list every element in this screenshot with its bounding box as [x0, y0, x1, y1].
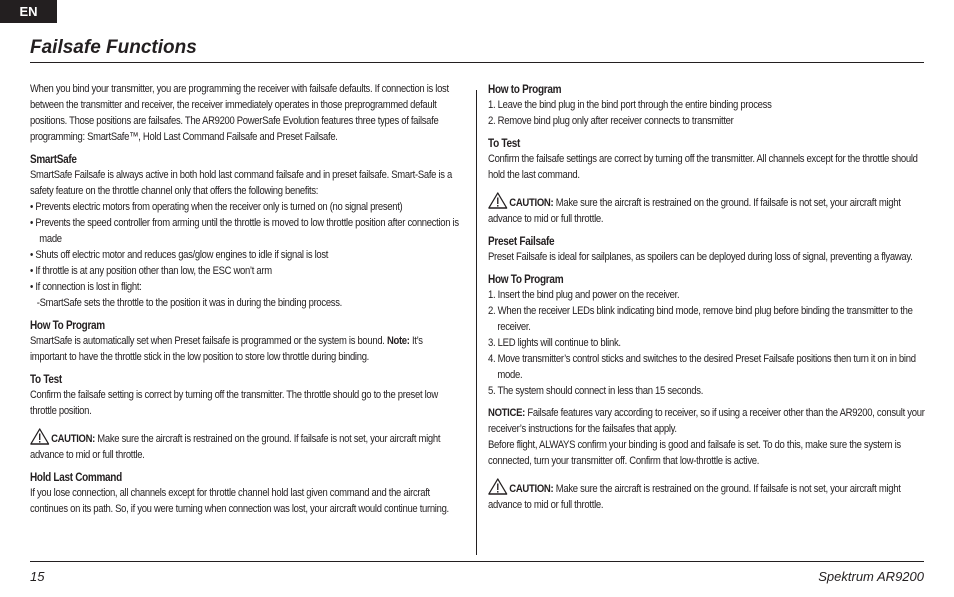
list-item: 2. When the receiver LEDs blink indicating bind mode, remove bind plug before binding the transmitter to the receiver. [488, 305, 913, 333]
how-to-program-text: SmartSafe is automatically set when Preset failsafe is programmed or the system is bound. [30, 335, 385, 347]
notice-followup: Before flight, ALWAYS confirm your binding is good and failsafe is set. To do this, make sure the system is connected, turn your transmitter off. Confirm that low-throttle is active. [488, 439, 901, 467]
list-item: • Prevents the speed controller from arming until the throttle is moved to low throttle position after connection is made [30, 215, 461, 247]
smartsafe-body: SmartSafe Failsafe is always active in both hold last command failsafe and in preset failsafe. Smart-Safe is a safety feature on the throttle channel only that offers the following benefits: [30, 169, 452, 197]
list-item: 3. LED lights will continue to blink. [488, 337, 621, 349]
hold-last-command-heading: Hold Last Command [30, 470, 122, 484]
left-column [30, 81, 461, 517]
to-test-heading: To Test [30, 372, 62, 386]
list-item: • If connection is lost in flight: [30, 279, 461, 295]
caution-text: Make sure the aircraft is restrained on the ground. If failsafe is not set, your aircraft might advance to mid or full throttle. [488, 483, 901, 511]
hold-last-command-body: If you lose connection, all channels except for throttle channel hold last given command and the aircraft continues on its path. So, if you were turning when connection was lost, your aircraft would continue turning. [30, 487, 449, 515]
footer-divider [30, 561, 924, 562]
notice-label: NOTICE: [488, 407, 526, 419]
caution-block [30, 428, 461, 463]
list-item: 2. Remove bind plug only after receiver connects to transmitter [488, 115, 734, 127]
language-tab: EN [0, 0, 57, 23]
note-label: Note: [386, 335, 410, 347]
how-to-program-heading: How To Program [488, 272, 564, 286]
how-to-program-body [30, 333, 461, 365]
caution-label: CAUTION: [509, 197, 554, 209]
product-name: Spektrum AR9200 [818, 569, 924, 584]
list-item: • If throttle is at any position other than low, the ESC won’t arm [30, 263, 461, 279]
page-number: 15 [30, 569, 45, 584]
list-sub-item: -SmartSafe sets the throttle to the position it was in during the binding process. [36, 297, 342, 309]
warning-triangle-icon [488, 478, 508, 495]
list-item: 1. Leave the bind plug in the bind port through the entire binding process [488, 99, 772, 111]
intro-paragraph: When you bind your transmitter, you are programming the receiver with failsafe defaults. If connection is lost between the transmitter and receiver, the receiver immediately operates in those preprogrammed default positions. Those positions are failsafes. The AR9200 PowerSafe Evolution features three types of failsafe programming: SmartSafe™, Hold Last Command Failsafe and Preset Failsafe. [30, 83, 449, 143]
list-item: • Prevents electric motors from operating when the receiver only is turned on (no signal present) [30, 199, 461, 215]
how-to-program-heading: How To Program [30, 318, 105, 332]
caution-block [488, 478, 926, 513]
to-test-body: Confirm the failsafe setting is correct by turning off the transmitter. The throttle should go to the preset low throttle position. [30, 389, 438, 417]
caution-block [488, 192, 926, 227]
column-divider [476, 90, 477, 555]
preset-steps-list [488, 287, 926, 399]
to-test-heading: To Test [488, 136, 521, 150]
caution-text: Make sure the aircraft is restrained on the ground. If failsafe is not set, your aircraft might advance to mid or full throttle. [488, 197, 901, 225]
how-to-program-heading: How to Program [488, 82, 562, 96]
notice-text: Failsafe features vary according to receiver, so if using a receiver other than the AR9200, consult your receiver’s instructions for the failsafes that apply. [488, 407, 925, 435]
preset-failsafe-body: Preset Failsafe is ideal for sailplanes, as spoilers can be deployed during loss of signal, preventing a flyaway. [488, 251, 913, 263]
list-item: • Shuts off electric motor and reduces gas/glow engines to idle if signal is lost [30, 247, 461, 263]
warning-triangle-icon [30, 428, 49, 445]
list-item: 4. Move transmitter’s control sticks and switches to the desired Preset Failsafe positions then turn it on in bind mode. [488, 353, 916, 381]
caution-label: CAUTION: [509, 483, 554, 495]
bind-steps-list [488, 97, 926, 129]
page-title: Failsafe Functions [30, 37, 197, 58]
title-divider [30, 62, 924, 63]
list-item: 1. Insert the bind plug and power on the receiver. [488, 289, 680, 301]
caution-label: CAUTION: [51, 433, 95, 445]
notice-block [488, 405, 926, 437]
caution-text: Make sure the aircraft is restrained on the ground. If failsafe is not set, your aircraft might advance to mid or full throttle. [30, 433, 441, 461]
preset-failsafe-heading: Preset Failsafe [488, 234, 555, 248]
smartsafe-benefits-list [30, 199, 461, 311]
note-text: It’s important to have the throttle stick in the low position to store low throttle during binding. [30, 335, 423, 363]
right-column [488, 81, 926, 513]
to-test-body: Confirm the failsafe settings are correct by turning off the transmitter. All channels except for the throttle should hold the last command. [488, 153, 918, 181]
smartsafe-heading: SmartSafe [30, 152, 77, 166]
warning-triangle-icon [488, 192, 508, 209]
list-item: 5. The system should connect in less than 15 seconds. [488, 385, 704, 397]
